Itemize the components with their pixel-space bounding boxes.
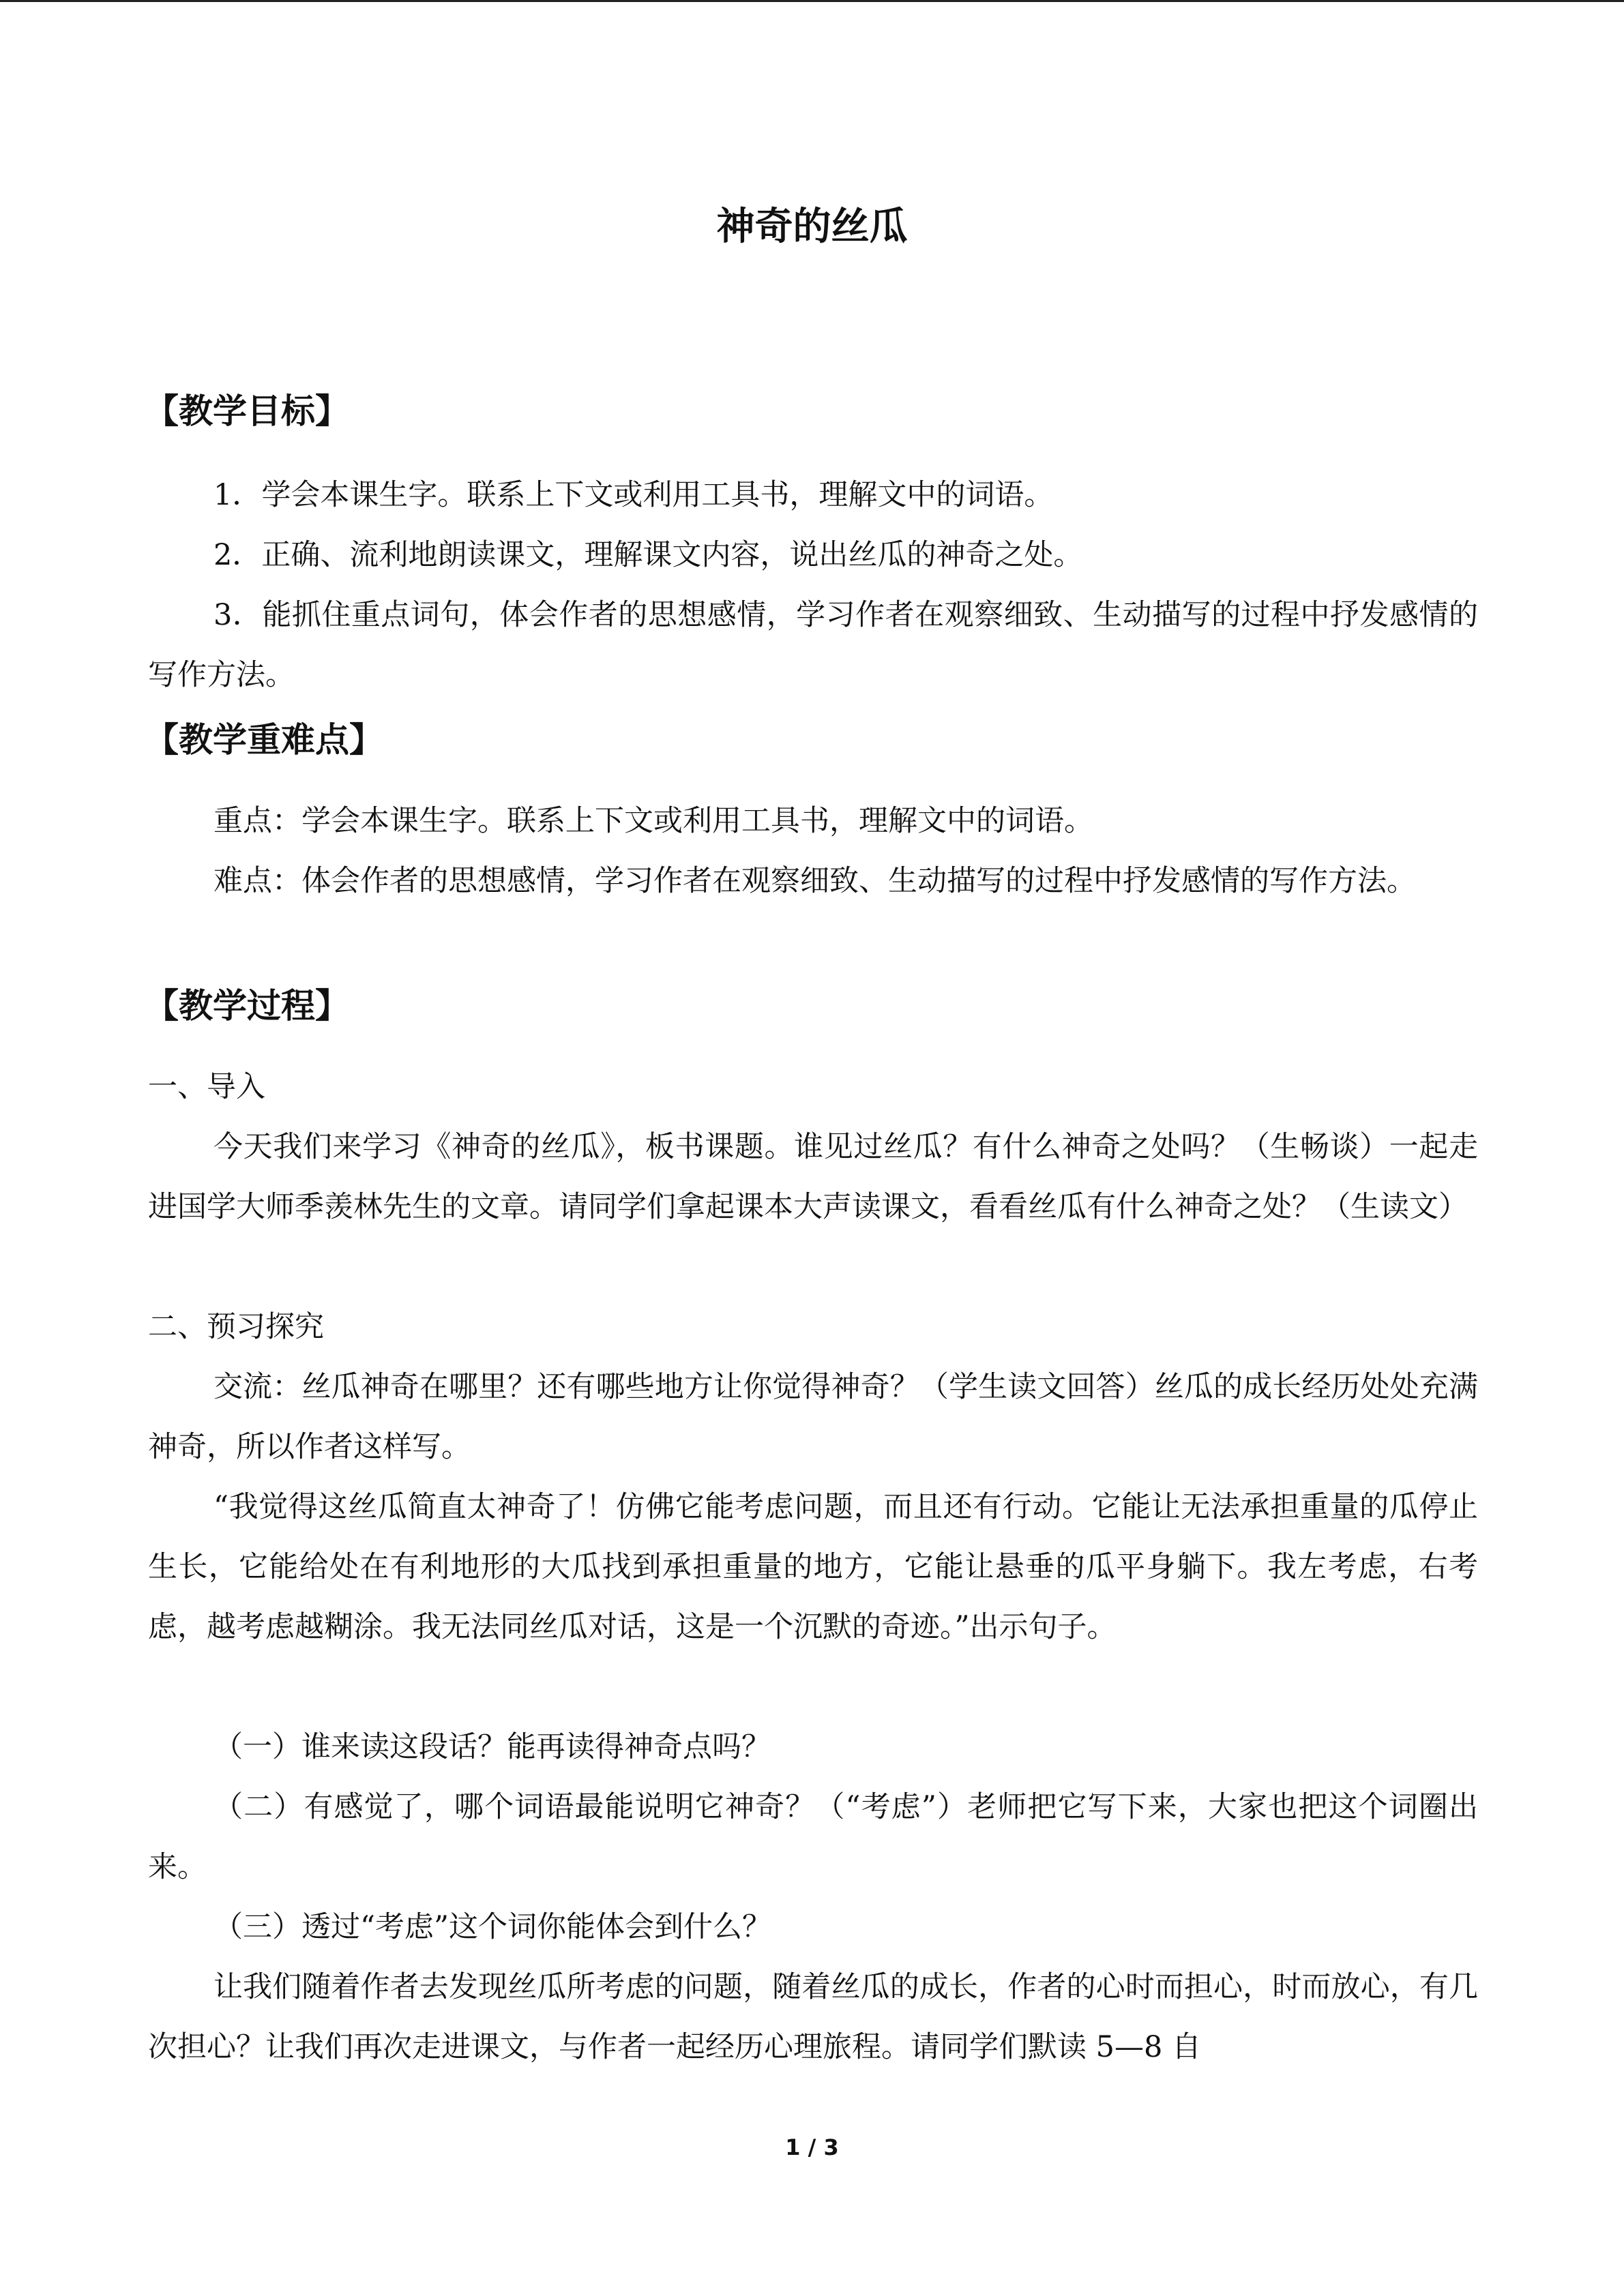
question-1: （一）谁来读这段话？能再读得神奇点吗？ — [213, 1730, 771, 1764]
goal-item-1: 1．学会本课生字。联系上下文或利用工具书，理解文中的词语。 — [213, 478, 1054, 512]
heading-key-points: 【教学重难点】 — [145, 720, 383, 760]
goal-item-2: 2．正确、流利地朗读课文，理解课文内容，说出丝瓜的神奇之处。 — [213, 538, 1083, 572]
process-part2-text: 交流：丝瓜神奇在哪里？还有哪些地方让你觉得神奇？（学生读文回答）丝瓜的成长经历处处充满神奇，所以作者这样写。 — [148, 1370, 1478, 1464]
page-number: 1 / 3 — [785, 2134, 839, 2160]
key-point-difficulty: 难点：体会作者的思想感情，学习作者在观察细致、生动描写的过程中抒发感情的写作方法。 — [213, 864, 1416, 898]
process-part2-title: 二、预习探究 — [148, 1310, 324, 1344]
process-part1-text: 今天我们来学习《神奇的丝瓜》，板书课题。谁见过丝瓜？有什么神奇之处吗？（生畅谈）一起走进国学大师季羡林先生的文章。请同学们拿起课本大声读课文，看看丝瓜有什么神奇之处？（生读文） — [148, 1130, 1478, 1224]
quoted-passage: “我觉得这丝瓜简直太神奇了！仿佛它能考虑问题，而且还有行动。它能让无法承担重量的瓜停止生长，它能给处在有利地形的大瓜找到承担重量的地方，它能让悬垂的瓜平身躺下。我左考虑，右考虑，越考虑越糊涂。我无法同丝瓜对话，这是一个沉默的奇迹。”出示句子。 — [148, 1490, 1478, 1644]
heading-teaching-goals: 【教学目标】 — [145, 391, 349, 431]
process-part1-title: 一、导入 — [148, 1070, 265, 1104]
closing-paragraph: 让我们随着作者去发现丝瓜所考虑的问题，随着丝瓜的成长，作者的心时而担心，时而放心，有几次担心？让我们再次走进课文，与作者一起经历心理旅程。请同学们默读 5—8 自 — [148, 1970, 1478, 2064]
question-3: （三）透过“考虑”这个词你能体会到什么？ — [213, 1910, 771, 1944]
goal-item-3: 3．能抓住重点词句，体会作者的思想感情，学习作者在观察细致、生动描写的过程中抒发感情的写作方法。 — [148, 598, 1478, 692]
document-title: 神奇的丝瓜 — [716, 205, 908, 249]
key-point-focus: 重点：学会本课生字。联系上下文或利用工具书，理解文中的词语。 — [213, 804, 1093, 838]
heading-teaching-process: 【教学过程】 — [145, 986, 349, 1026]
question-2: （二）有感觉了，哪个词语最能说明它神奇？（“考虑”）老师把它写下来，大家也把这个词圈出来。 — [148, 1790, 1478, 1884]
